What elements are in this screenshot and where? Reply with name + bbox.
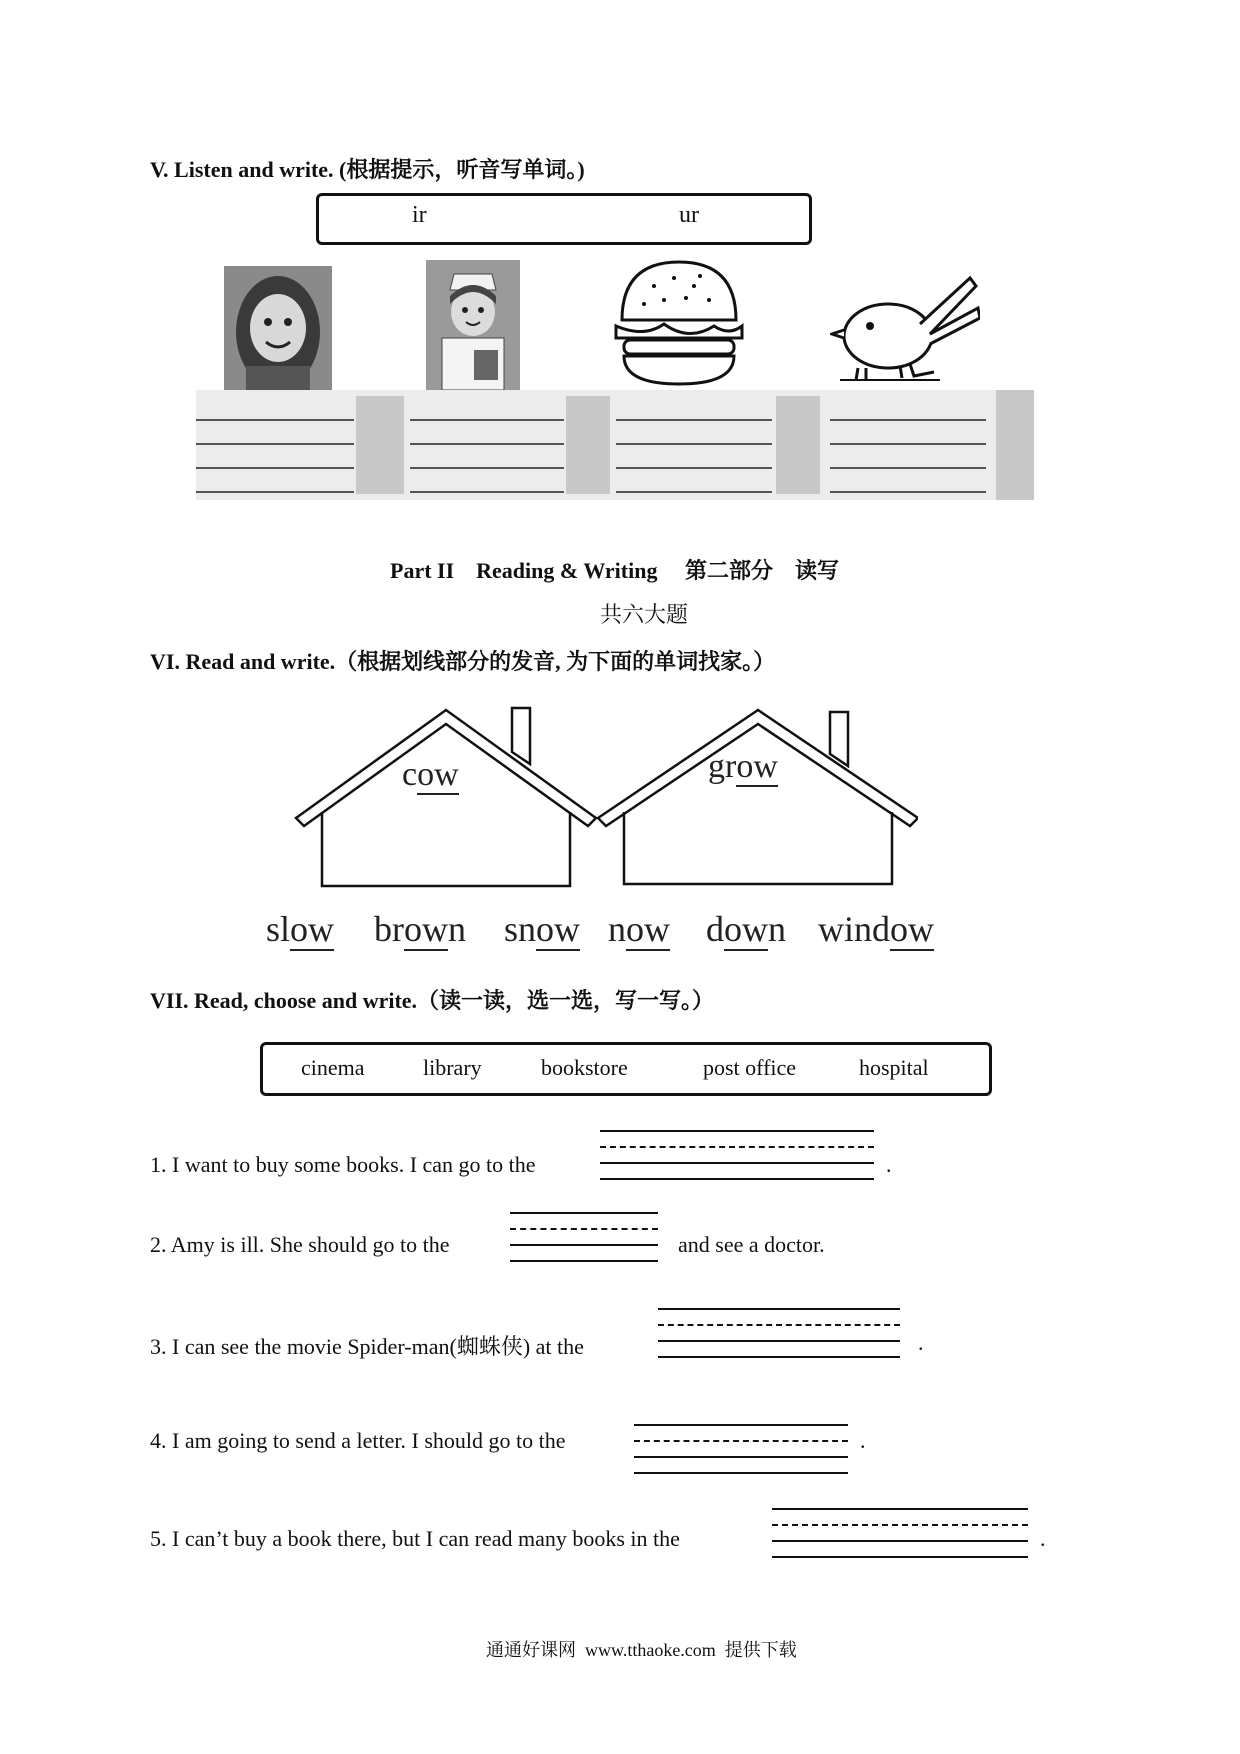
question-3-end: . xyxy=(918,1330,924,1355)
answer-lines-5[interactable] xyxy=(772,1508,1028,1558)
bank-word-post-office: post office xyxy=(703,1055,797,1080)
writing-lines-4[interactable] xyxy=(830,395,986,498)
question-4-text: 4. I am going to send a letter. I should go to the xyxy=(150,1428,566,1453)
answer-lines-3[interactable] xyxy=(658,1308,900,1358)
bank-word-bookstore: bookstore xyxy=(541,1055,628,1080)
question-5-text: 5. I can’t buy a book there, but I can read many books in the xyxy=(150,1526,680,1551)
houses-diagram xyxy=(294,706,918,892)
writing-lines-3[interactable] xyxy=(616,395,772,498)
word-now: now xyxy=(608,909,670,949)
girl-icon xyxy=(224,266,332,392)
bird-icon xyxy=(830,268,980,388)
word-brown: brown xyxy=(374,909,466,949)
question-1-text: 1. I want to buy some books. I can go to the xyxy=(150,1152,536,1177)
section-6-title: VI. Read and write.（根据划线部分的发音, 为下面的单词找家。） xyxy=(150,649,776,674)
word-window: window xyxy=(818,909,934,949)
house-word-cow: cow xyxy=(402,756,459,793)
phonics-ir: ir xyxy=(412,202,427,228)
nurse-icon xyxy=(426,260,520,390)
section-7-title: VII. Read, choose and write.（读一读，选一选，写一写。） xyxy=(150,988,715,1013)
word-down: down xyxy=(706,909,786,949)
bank-word-library: library xyxy=(423,1055,482,1080)
writing-lines-1[interactable] xyxy=(196,395,354,498)
word-bank-box xyxy=(260,1042,992,1096)
phonics-box xyxy=(316,193,812,245)
phonics-ur: ur xyxy=(679,202,699,228)
writing-lines-2[interactable] xyxy=(410,395,564,498)
part-2-title: Part II Reading & Writing 第二部分 读写 xyxy=(390,558,839,583)
question-2-end: and see a doctor. xyxy=(678,1232,825,1257)
question-4-end: . xyxy=(860,1428,866,1453)
answer-lines-2[interactable] xyxy=(510,1212,658,1262)
word-slow: slow xyxy=(266,909,335,949)
house-word-grow: grow xyxy=(708,748,778,785)
question-1-end: . xyxy=(886,1152,892,1177)
question-3-text: 3. I can see the movie Spider-man(蜘蛛侠) at the xyxy=(150,1334,584,1359)
footer-text: 通通好课网 www.tthaoke.com 提供下载 xyxy=(486,1640,797,1660)
answer-lines-1[interactable] xyxy=(600,1130,874,1180)
hamburger-icon xyxy=(614,256,744,388)
part-2-subtitle: 共六大题 xyxy=(600,602,689,627)
answer-lines-4[interactable] xyxy=(634,1424,848,1474)
question-2-text: 2. Amy is ill. She should go to the xyxy=(150,1232,450,1257)
section-5-title: V. Listen and write. (根据提示，听音写单词。) xyxy=(150,157,585,182)
bank-word-hospital: hospital xyxy=(859,1055,929,1080)
word-snow: snow xyxy=(504,909,581,949)
question-5-end: . xyxy=(1040,1526,1046,1551)
bank-word-cinema: cinema xyxy=(301,1055,365,1080)
